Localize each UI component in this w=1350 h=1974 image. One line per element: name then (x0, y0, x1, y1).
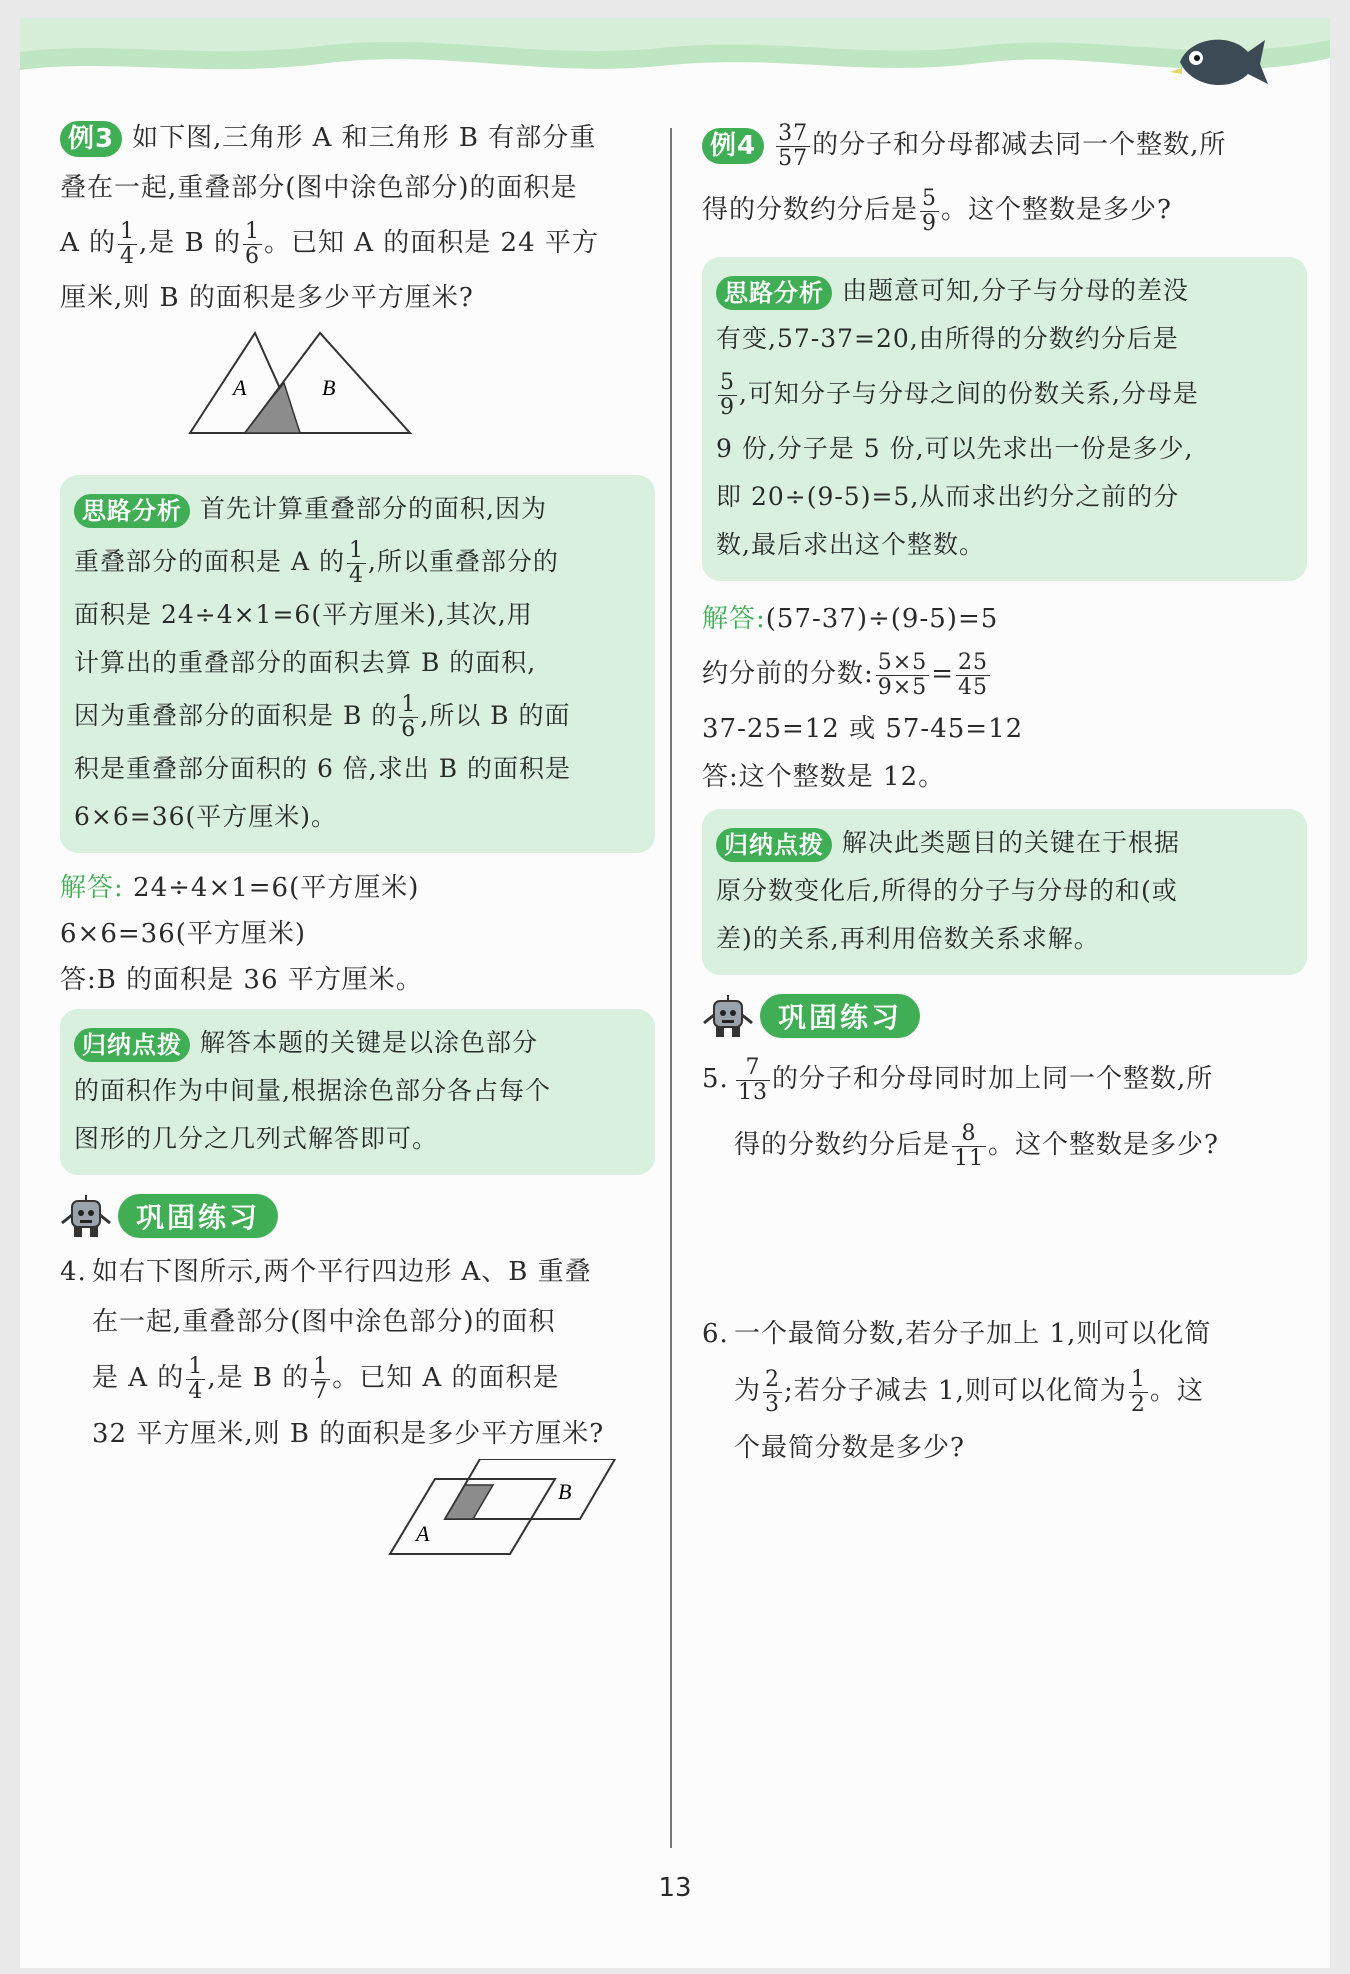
question-text: 。已知 A 的面积是 (332, 1363, 560, 1393)
example-text: ,是 B 的 (139, 228, 241, 258)
example-text: 。这个整数是多少? (941, 195, 1172, 225)
workbook-page (20, 18, 1330, 1968)
analysis-text: 6×6=36(平方厘米)。 (74, 802, 338, 831)
fraction: $\frac{7}{13}$ (738, 1054, 768, 1105)
question-text: 一个最简分数,若分子加上 1,则可以化简 (734, 1319, 1212, 1349)
practice-header (60, 1193, 655, 1239)
fraction: $\frac{1}{7}$ (313, 1353, 329, 1404)
fraction: $\frac{5}{9}$ (720, 370, 735, 420)
fraction: $\frac{1}{6}$ (244, 218, 260, 269)
analysis-text: 重叠部分的面积是 A 的 (74, 547, 345, 576)
figure-label-b: B (558, 1479, 572, 1504)
summary-box (702, 809, 1307, 975)
analysis-text: 有变,57-37=20,由所得的分数约分后是 (716, 324, 1179, 353)
example-text: 得的分数约分后是 (702, 195, 919, 225)
summary-text: 差)的关系,再利用倍数关系求解。 (716, 924, 1100, 953)
fraction: $\frac{2}{3}$ (765, 1366, 781, 1417)
summary-badge: 归纳点拨 (74, 1028, 190, 1062)
question-6 (702, 1309, 1307, 1473)
answer-block (702, 595, 1307, 801)
analysis-badge: 思路分析 (716, 276, 832, 310)
summary-text: 的面积作为中间量,根据涂色部分各占每个 (74, 1076, 551, 1105)
equals-sign: = (931, 659, 954, 689)
question-number: 5. (702, 1064, 729, 1094)
analysis-text: 9 份,分子是 5 份,可以先求出一份是多少, (716, 434, 1194, 463)
example-badge: 例3 (60, 121, 122, 157)
fraction: $\frac{5}{9}$ (922, 185, 938, 236)
summary-text: 图形的几分之几列式解答即可。 (74, 1124, 439, 1153)
analysis-text: 因为重叠部分的面积是 B 的 (74, 701, 398, 730)
analysis-box (60, 475, 655, 853)
question-text: 如右下图所示,两个平行四边形 A、B 重叠 (92, 1257, 592, 1287)
example-text: 如下图,三角形 A 和三角形 B 有部分重 (132, 123, 597, 153)
fraction: $\frac{1}{4}$ (120, 218, 136, 269)
answer-text: 答:B 的面积是 36 平方厘米。 (60, 965, 423, 995)
example-text: 的分子和分母都减去同一个整数,所 (812, 130, 1227, 160)
fraction: $\frac{1}{4}$ (188, 1353, 204, 1404)
summary-badge: 归纳点拨 (716, 828, 832, 862)
answer-label: 解答: (702, 604, 766, 634)
robot-icon (60, 1193, 112, 1239)
example-text: 。已知 A 的面积是 24 平方 (263, 228, 599, 258)
answer-text: 24÷4×1=6(平方厘米) (133, 873, 420, 903)
fish-icon (1160, 22, 1270, 102)
analysis-badge: 思路分析 (74, 494, 190, 528)
analysis-text: 面积是 24÷4×1=6(平方厘米),其次,用 (74, 600, 533, 629)
summary-text: 原分数变化后,所得的分子与分母的和(或 (716, 876, 1178, 905)
analysis-text: 首先计算重叠部分的面积,因为 (200, 494, 547, 523)
question-4 (60, 1247, 655, 1569)
example-4 (702, 113, 1307, 243)
example-badge: 例4 (702, 128, 764, 164)
figure-label-a: A (416, 1521, 430, 1546)
answer-text: 37-25=12 或 57-45=12 (702, 714, 1024, 744)
question-text: 个最简分数是多少? (734, 1433, 965, 1463)
analysis-text: 即 20÷(9-5)=5,从而求出约分之前的分 (716, 482, 1180, 511)
question-text: ,是 B 的 (207, 1363, 310, 1393)
left-column (60, 113, 655, 1569)
fraction: $\frac{8}{11}$ (954, 1120, 985, 1171)
example-text: 厘米,则 B 的面积是多少平方厘米? (60, 283, 474, 313)
page-number: 13 (658, 1873, 692, 1903)
column-divider (670, 128, 672, 1848)
answer-text: 答:这个整数是 12。 (702, 762, 946, 792)
question-5 (702, 1047, 1307, 1179)
analysis-text: 数,最后求出这个整数。 (716, 530, 985, 559)
analysis-box (702, 257, 1307, 581)
question-text: 在一起,重叠部分(图中涂色部分)的面积 (92, 1307, 556, 1337)
summary-text: 解决此类题目的关键在于根据 (842, 828, 1181, 857)
question-text: 的分子和分母同时加上同一个整数,所 (772, 1064, 1214, 1094)
fraction: $\frac{1}{2}$ (1130, 1366, 1146, 1417)
example-3 (60, 113, 655, 453)
question-text: 。这个整数是多少? (988, 1130, 1219, 1160)
fraction: $\frac{25}{45}$ (958, 649, 988, 700)
question-number: 6. (702, 1319, 729, 1349)
analysis-text: 积是重叠部分面积的 6 倍,求出 B 的面积是 (74, 754, 572, 783)
analysis-text: 计算出的重叠部分的面积去算 B 的面积, (74, 648, 537, 677)
answer-label: 解答: (60, 873, 124, 903)
fraction: $\frac{37}{57}$ (778, 120, 809, 171)
practice-header (702, 993, 1307, 1039)
analysis-text: ,所以 B 的面 (420, 701, 571, 730)
header-wave-decoration (20, 18, 1330, 98)
question-text: 为 (734, 1376, 762, 1406)
robot-icon (702, 993, 754, 1039)
parallelograms-figure (60, 1459, 655, 1569)
fraction: $\frac{1}{4}$ (348, 538, 364, 588)
fraction: $\frac{5\times 5}{9\times 5}$ (877, 649, 928, 700)
summary-box (60, 1009, 655, 1175)
question-text: ;若分子减去 1,则可以化简为 (784, 1376, 1127, 1406)
practice-title: 巩固练习 (760, 994, 920, 1038)
question-number: 4. (60, 1257, 87, 1287)
fraction: $\frac{1}{6}$ (401, 692, 417, 742)
right-column (702, 113, 1307, 1473)
question-text: 32 平方厘米,则 B 的面积是多少平方厘米? (92, 1419, 605, 1449)
analysis-text: 由题意可知,分子与分母的差没 (842, 276, 1189, 305)
example-text: A 的 (60, 228, 117, 258)
question-text: 是 A 的 (92, 1363, 185, 1393)
question-text: 。这 (1149, 1376, 1204, 1406)
answer-text: 约分前的分数: (702, 659, 874, 689)
analysis-text: ,可知分子与分母之间的份数关系,分母是 (739, 379, 1199, 408)
answer-block (60, 865, 655, 1003)
analysis-text: ,所以重叠部分的 (367, 547, 559, 576)
question-text: 得的分数约分后是 (734, 1130, 951, 1160)
practice-title: 巩固练习 (118, 1194, 278, 1238)
example-text: 叠在一起,重叠部分(图中涂色部分)的面积是 (60, 173, 578, 203)
figure-label-a: A (233, 375, 247, 400)
summary-text: 解答本题的关键是以涂色部分 (200, 1028, 539, 1057)
triangles-figure (60, 323, 655, 453)
answer-text: (57-37)÷(9-5)=5 (765, 604, 999, 634)
figure-label-b: B (322, 375, 336, 400)
answer-text: 6×6=36(平方厘米) (60, 919, 307, 949)
